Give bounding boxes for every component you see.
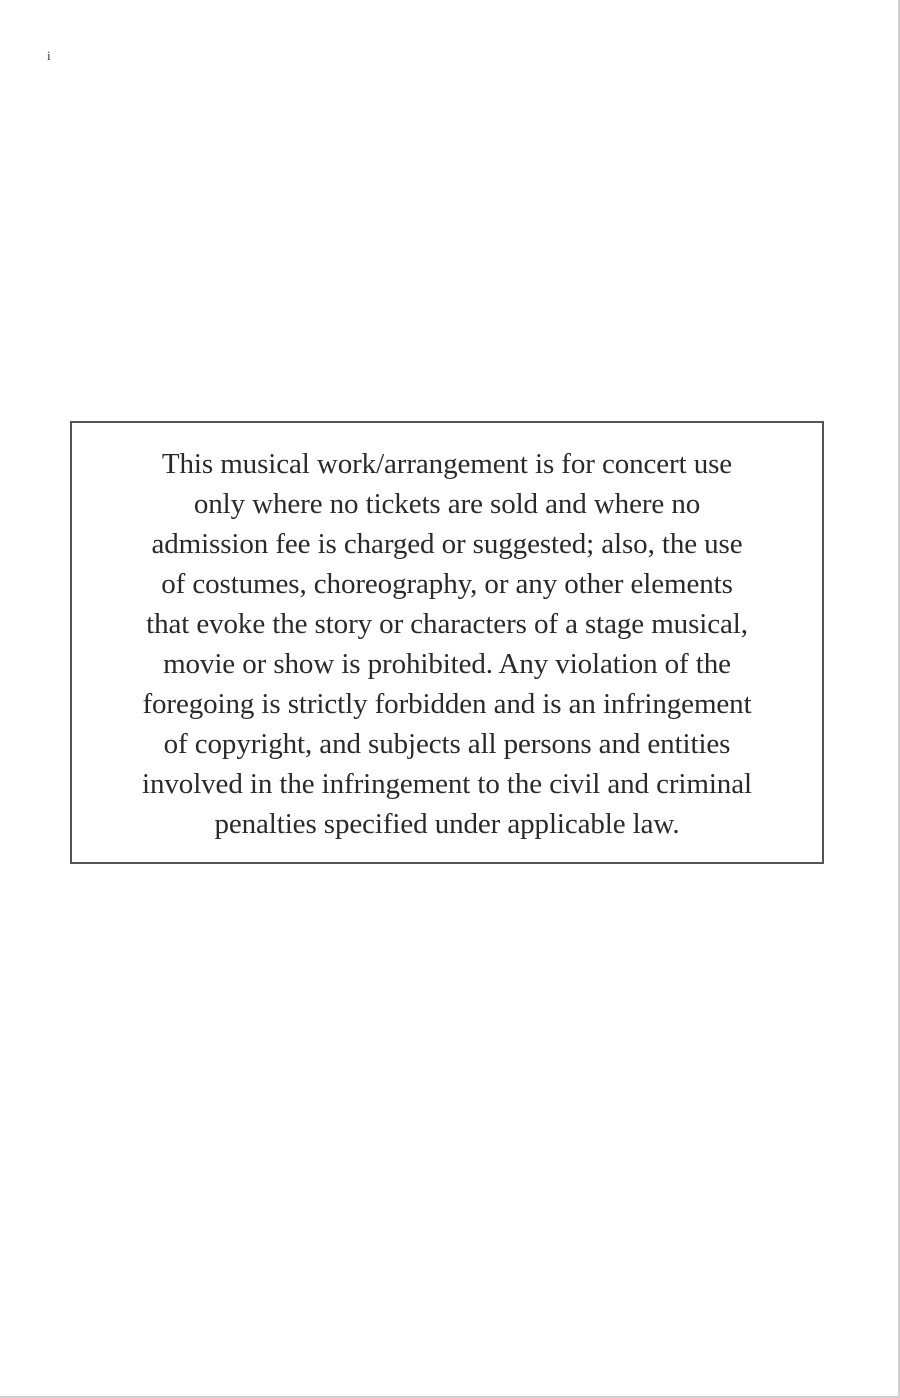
notice-line: movie or show is prohibited. Any violation of the [163, 648, 731, 680]
notice-line: of costumes, choreography, or any other elements [161, 568, 733, 600]
notice-line: that evoke the story or characters of a stage musical, [146, 608, 748, 640]
notice-line: penalties specified under applicable law. [214, 808, 680, 840]
notice-line: This musical work/arrangement is for concert use [161, 448, 733, 480]
notice-line: only where no tickets are sold and where no [193, 488, 701, 520]
notice-line: admission fee is charged or suggested; also, the use [151, 528, 743, 560]
notice-line: of copyright, and subjects all persons and entities [163, 728, 731, 760]
copyright-notice-box [70, 421, 824, 864]
copyright-notice-text [72, 444, 822, 844]
notice-line: involved in the infringement to the civil and criminal [142, 768, 752, 800]
page-number: i [47, 48, 51, 63]
notice-line: foregoing is strictly forbidden and is an infringement [142, 688, 752, 720]
